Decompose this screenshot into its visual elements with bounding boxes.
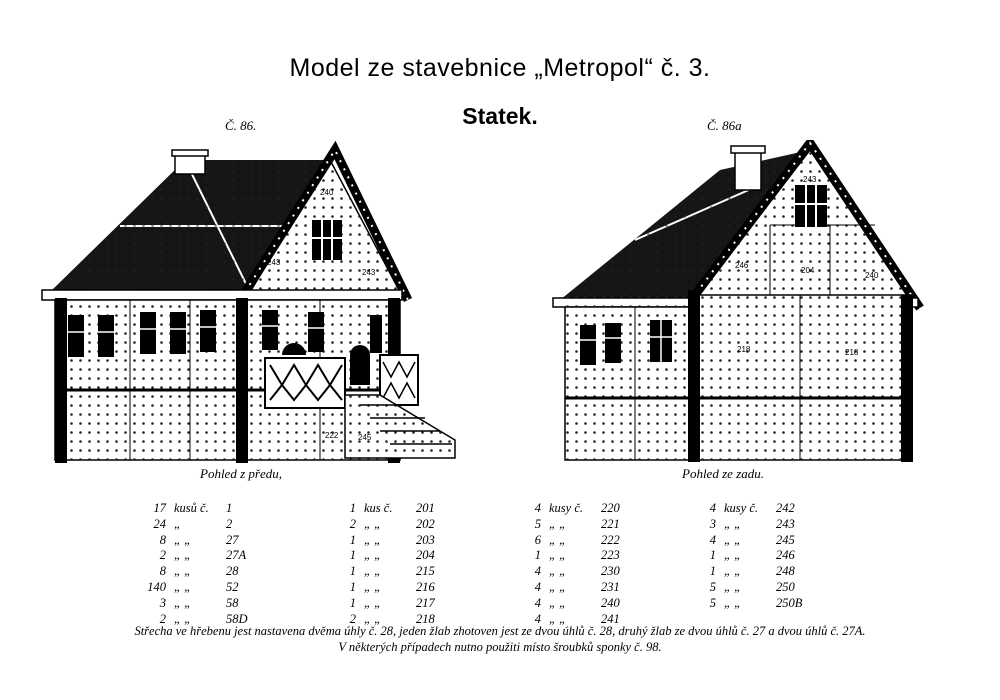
part-unit: „ „ <box>364 611 382 626</box>
part-unit: „ „ <box>724 548 742 563</box>
part-number: 204 <box>416 548 435 563</box>
parts-column-1 <box>140 501 286 627</box>
parts-row <box>140 596 286 612</box>
part-unit: kus č. <box>364 501 393 515</box>
part-number: 1 <box>226 501 233 515</box>
page-subtitle: Statek. <box>462 103 538 129</box>
front-view-illustration <box>40 140 460 465</box>
figure-number-back: Č. 86a <box>707 118 742 133</box>
drawing-label: 218 <box>845 348 859 357</box>
part-quantity: 1 <box>349 579 356 594</box>
parts-row <box>515 501 661 517</box>
part-number: 27A <box>226 548 247 563</box>
part-quantity: 1 <box>349 548 356 563</box>
part-number: 246 <box>776 548 795 563</box>
part-unit: „ „ <box>549 579 567 594</box>
part-quantity: 1 <box>349 564 356 579</box>
parts-column-3 <box>515 501 661 627</box>
part-number: 248 <box>776 564 795 579</box>
part-quantity: 140 <box>147 579 166 594</box>
assembly-note: Střecha ve hřebenu jest nastavena dvěma úhly č. 28, jeden žlab zhotoven jest ze dvou úhlů č. 28, druhý žlab ze dvou úhlů č. 27 a dvou úhlů č. 27A. <box>134 624 866 638</box>
part-number: 222 <box>601 532 620 547</box>
part-quantity: 2 <box>349 516 356 531</box>
part-unit: „ „ <box>174 532 192 547</box>
part-quantity: 1 <box>349 532 356 547</box>
part-quantity: 4 <box>534 595 541 610</box>
part-quantity: 5 <box>709 595 716 610</box>
part-quantity: 5 <box>534 516 541 531</box>
parts-row <box>140 580 286 596</box>
part-number: 242 <box>776 501 795 515</box>
part-number: 215 <box>416 564 435 579</box>
parts-row <box>140 548 286 564</box>
part-unit: kusy č. <box>724 501 759 515</box>
part-number: 221 <box>601 516 620 531</box>
drawing-label: 240 <box>320 188 334 197</box>
part-unit: kusů č. <box>174 501 209 515</box>
part-unit: „ „ <box>364 564 382 579</box>
parts-row <box>515 533 661 549</box>
part-quantity: 4 <box>534 579 541 594</box>
parts-row <box>330 501 476 517</box>
assembly-note: V některých případech nutno použiti místo šroubků sponky č. 98. <box>338 640 662 654</box>
part-number: 203 <box>416 532 435 547</box>
part-unit: „ „ <box>724 579 742 594</box>
part-quantity: 2 <box>349 611 356 626</box>
part-unit: „ „ <box>364 516 382 531</box>
part-unit: „ „ <box>174 579 192 594</box>
drawing-label: 222 <box>325 431 339 440</box>
part-quantity: 8 <box>159 532 166 547</box>
page-title: Model ze stavebnice „Metropol“ č. 3. <box>289 54 711 82</box>
drawing-label: 243 <box>267 258 281 267</box>
part-number: 241 <box>601 611 620 626</box>
drawing-label: 246 <box>735 261 749 270</box>
part-unit: „ „ <box>364 532 382 547</box>
part-unit: „ „ <box>549 516 567 531</box>
part-unit: „ „ <box>724 532 742 547</box>
part-number: 243 <box>776 516 795 531</box>
part-quantity: 3 <box>159 595 166 610</box>
part-quantity: 1 <box>709 564 716 579</box>
part-number: 216 <box>416 579 435 594</box>
part-unit: „ „ <box>364 548 382 563</box>
part-unit: „ „ <box>174 548 192 563</box>
parts-row <box>690 548 836 564</box>
drawing-label: 204 <box>801 266 815 275</box>
part-number: 202 <box>416 516 435 531</box>
drawing-label: 245 <box>358 433 372 442</box>
parts-row <box>140 564 286 580</box>
part-quantity: 4 <box>534 564 541 579</box>
part-unit: „ „ <box>174 611 192 626</box>
parts-row <box>515 580 661 596</box>
part-quantity: 5 <box>709 579 716 594</box>
part-quantity: 4 <box>709 501 716 515</box>
part-number: 250 <box>776 579 795 594</box>
parts-row <box>690 596 836 612</box>
parts-row <box>330 517 476 533</box>
parts-row <box>140 533 286 549</box>
part-quantity: 1 <box>534 548 541 563</box>
parts-row <box>330 533 476 549</box>
part-quantity: 1 <box>709 548 716 563</box>
part-quantity: 4 <box>709 532 716 547</box>
part-number: 27 <box>226 532 239 547</box>
part-quantity: 3 <box>709 516 716 531</box>
part-number: 218 <box>416 611 435 626</box>
parts-row <box>690 517 836 533</box>
drawing-label: 243 <box>362 268 376 277</box>
figure-number-front: Č. 86. <box>225 118 257 133</box>
drawing-label: 243 <box>803 175 817 184</box>
part-number: 28 <box>226 564 239 579</box>
part-unit: „ „ <box>724 595 742 610</box>
part-number: 52 <box>226 579 239 594</box>
parts-column-2 <box>330 501 476 627</box>
drawing-label: 240 <box>865 271 879 280</box>
figure-caption-front: Pohled z předu, <box>200 466 282 481</box>
parts-row <box>140 517 286 533</box>
parts-row <box>515 548 661 564</box>
parts-row <box>690 501 836 517</box>
parts-row <box>690 533 836 549</box>
figure-caption-back: Pohled ze zadu. <box>682 466 764 481</box>
parts-row <box>330 564 476 580</box>
part-number: 223 <box>601 548 620 563</box>
part-quantity: 2 <box>159 611 166 626</box>
part-unit: „ „ <box>549 611 567 626</box>
part-number: 230 <box>601 564 620 579</box>
part-unit: „ „ <box>549 548 567 563</box>
parts-row <box>330 596 476 612</box>
part-unit: „ „ <box>549 564 567 579</box>
part-number: 245 <box>776 532 795 547</box>
part-quantity: 2 <box>159 548 166 563</box>
drawing-label: 218 <box>737 345 751 354</box>
parts-row <box>330 548 476 564</box>
part-number: 220 <box>601 501 620 515</box>
parts-row <box>690 580 836 596</box>
part-unit: „ „ <box>549 595 567 610</box>
part-quantity: 8 <box>159 564 166 579</box>
part-unit: „ „ <box>174 564 192 579</box>
part-number: 250B <box>776 595 803 610</box>
part-number: 231 <box>601 579 620 594</box>
part-unit: kusy č. <box>549 501 584 515</box>
part-unit: „ „ <box>364 579 382 594</box>
part-number: 201 <box>416 501 435 515</box>
part-quantity: 1 <box>349 595 356 610</box>
part-quantity: 4 <box>534 501 541 515</box>
part-unit: „ <box>174 516 181 531</box>
parts-column-4 <box>690 501 836 612</box>
part-unit: „ „ <box>724 564 742 579</box>
parts-row <box>515 517 661 533</box>
part-number: 217 <box>416 595 435 610</box>
part-quantity: 1 <box>349 501 356 515</box>
parts-row <box>140 501 286 517</box>
part-number: 2 <box>226 516 233 531</box>
parts-row <box>330 580 476 596</box>
parts-row <box>690 564 836 580</box>
part-number: 240 <box>601 595 620 610</box>
back-view-illustration <box>545 140 935 465</box>
parts-row <box>515 564 661 580</box>
part-number: 58 <box>226 595 239 610</box>
part-unit: „ „ <box>724 516 742 531</box>
part-quantity: 6 <box>534 532 541 547</box>
part-number: 58D <box>226 611 248 626</box>
part-quantity: 24 <box>153 516 166 531</box>
part-quantity: 4 <box>534 611 541 626</box>
part-unit: „ „ <box>364 595 382 610</box>
part-unit: „ „ <box>174 595 192 610</box>
part-quantity: 17 <box>153 501 166 515</box>
parts-row <box>515 596 661 612</box>
part-unit: „ „ <box>549 532 567 547</box>
